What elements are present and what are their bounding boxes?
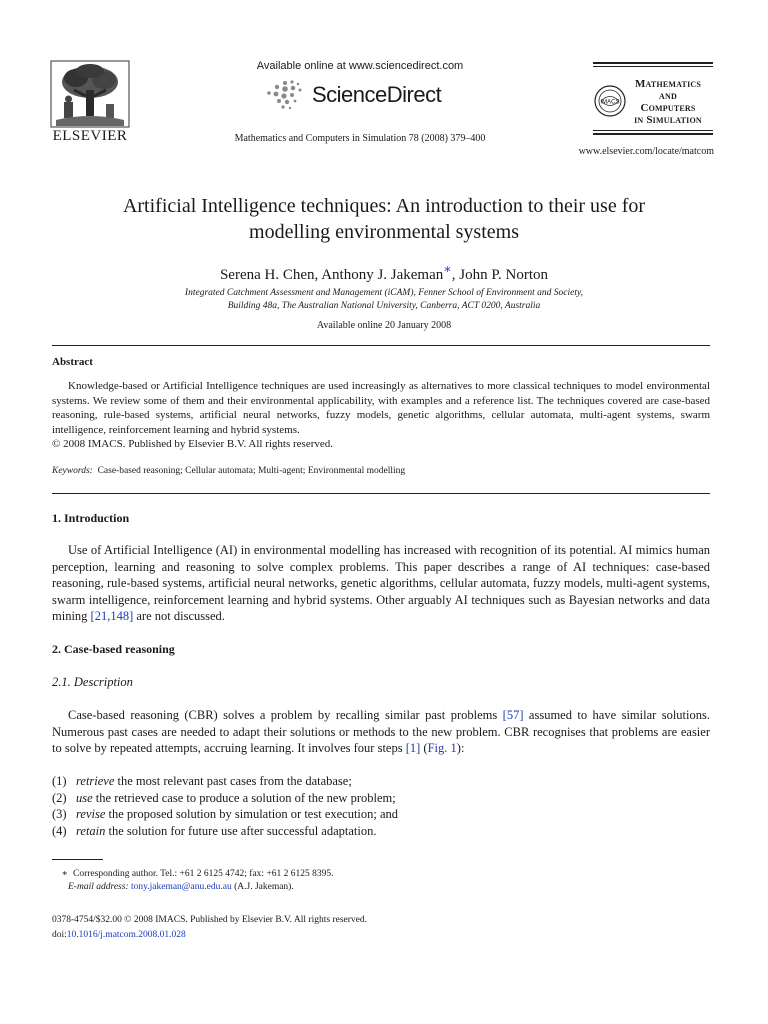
reference-link[interactable]: [1] [405, 741, 421, 756]
abstract-heading: Abstract [52, 356, 93, 368]
authors-text-end: , John P. Norton [451, 267, 549, 283]
email-label: E-mail address: [68, 882, 129, 892]
abstract-copyright: © 2008 IMACS. Published by Elsevier B.V. All rights reserved. [52, 438, 334, 450]
footnote [52, 868, 334, 894]
list-item-verb: retrieve [76, 774, 115, 788]
journal-logo-line: in Simulation [634, 114, 702, 126]
subsection-heading-description: 2.1. Description [52, 675, 133, 689]
list-item [52, 806, 710, 823]
journal-logo-rule [593, 66, 713, 67]
journal-citation: Mathematics and Computers in Simulation 78 (2008) 379–400 [234, 133, 486, 144]
paragraph-text: Case-based reasoning (CBR) solves a problem by recalling similar past problems [68, 708, 503, 722]
reference-link[interactable]: [21,148] [90, 609, 134, 624]
journal-logo-line: and [659, 90, 677, 102]
list-item [52, 773, 710, 790]
list-item-number: (3) [52, 807, 67, 822]
sciencedirect-dots-logo [265, 80, 311, 115]
platform-name: ScienceDirect [312, 82, 442, 107]
footnote-line [52, 868, 334, 881]
keywords-label: Keywords: [52, 466, 93, 476]
list-item-number: (4) [52, 823, 67, 838]
doi-line [52, 928, 367, 943]
doi-label: doi: [52, 930, 67, 940]
affiliation-line: Integrated Catchment Assessment and Management (iCAM), Fenner School of Environment and Society, [184, 288, 584, 298]
keywords [52, 466, 405, 476]
keywords-list: Case-based reasoning; Cellular automata; Multi-agent; Environmental modelling [97, 466, 406, 476]
description-paragraph [52, 707, 710, 757]
paragraph-text: ( [420, 741, 428, 756]
footnote-rule [52, 859, 103, 860]
list-item-text: the most relevant past cases from the database; [114, 774, 352, 788]
list-item-number: (2) [52, 790, 67, 805]
journal-url[interactable]: www.elsevier.com/locate/matcom [578, 146, 714, 157]
affiliation-line: Building 48a, The Australian National University, Canberra, ACT 0200, Australia [227, 301, 541, 311]
paragraph-text: ): [456, 741, 465, 756]
list-item-text: the retrieved case to produce a solution of the new problem; [92, 790, 396, 805]
list-item [52, 790, 710, 807]
journal-logo-rule [593, 62, 713, 64]
list-item [52, 823, 710, 840]
publisher-name: ELSEVIER [52, 128, 128, 144]
journal-logo-line: Mathematics [634, 78, 702, 90]
email-link[interactable]: tony.jakeman@anu.edu.au [130, 882, 232, 892]
paper-title-text: Artificial Intelligence techniques: An introduction to their use for modelling environmental systems [122, 195, 646, 243]
imprint-line: 0378-4754/$32.00 © 2008 IMACS. Published by Elsevier B.V. All rights reserved. [52, 915, 367, 925]
section-heading-introduction: 1. Introduction [52, 511, 130, 525]
paper-title [40, 193, 728, 245]
author-list [40, 261, 728, 284]
list-item-verb: retain [76, 823, 106, 838]
abstract-paragraph: Knowledge-based or Artificial Intelligence techniques are used increasingly as alternatives to more classical techniques to model environmental systems. We review some of them and their environmental applicability, with examples and a reference list. The techniques covered are case-based reasoning, rule-based systems, artificial neural networks, fuzzy models, genetic algorithms, cellular automata, multi-agent systems, swarm intelligence, reinforcement learning and hybrid systems. [52, 380, 710, 436]
divider [52, 345, 710, 346]
cbr-steps-list [52, 773, 710, 839]
paragraph-text: assumed to have similar solutions. Numerous past cases are needed to adapt their solutions or methods to the new problem. CBR recognises that problems are easier to solve by repeated attempts, accruing learning. It involves four steps [52, 708, 710, 756]
divider [52, 493, 710, 494]
authors-text: Serena H. Chen, Anthony J. Jakeman [219, 267, 444, 283]
svg-text:IMACS: IMACS [600, 99, 620, 106]
imprint [52, 913, 367, 943]
corresponding-author-link[interactable]: ∗ [443, 262, 452, 276]
email-suffix: (A.J. Jakeman). [231, 882, 294, 892]
list-item-number: (1) [52, 774, 67, 788]
abstract-body [52, 379, 710, 452]
figure-link[interactable]: Fig. 1 [427, 741, 457, 756]
reference-link[interactable]: [57] [502, 708, 524, 722]
journal-logo-title [622, 78, 714, 126]
section-heading-case-based-reasoning: 2. Case-based reasoning [52, 642, 175, 656]
available-online-notice[interactable]: Available online at www.sciencedirect.com [256, 60, 464, 72]
list-item-text: the solution for future use after successful adaptation. [105, 823, 377, 838]
affiliation [40, 287, 728, 313]
paragraph-text: are not discussed. [133, 609, 225, 624]
available-online-date: Available online 20 January 2008 [316, 320, 452, 331]
paragraph-text: Use of Artificial Intelligence (AI) in environmental modelling has increased with recognition of its potential. AI mimics human perception, learning and reasoning to solve complex problems. This paper describes a range of AI techniques: case-based reasoning, rule-based systems, artificial neural networks, genetic algorithms, cellular automata, fuzzy models, multi-agent systems, swarm intelligence, reinforcement learning and hybrid systems. Other arguably AI techniques such as Bayesian networks and data mining [52, 543, 710, 624]
list-item-verb: use [76, 790, 93, 805]
list-item-verb: revise [76, 807, 106, 822]
doi-link[interactable]: 10.1016/j.matcom.2008.01.028 [66, 930, 186, 940]
journal-logo-rule [593, 133, 713, 135]
introduction-paragraph [52, 542, 710, 625]
footnote-text: Corresponding author. Tel.: +61 2 6125 4742; fax: +61 2 6125 8395. [73, 869, 334, 879]
journal-logo-rule [593, 130, 713, 131]
list-item-text: the proposed solution by simulation or test execution; and [105, 807, 399, 822]
footnote-email-line [52, 881, 334, 894]
journal-logo-line: Computers [640, 102, 696, 114]
footnote-mark: ∗ [61, 869, 68, 879]
